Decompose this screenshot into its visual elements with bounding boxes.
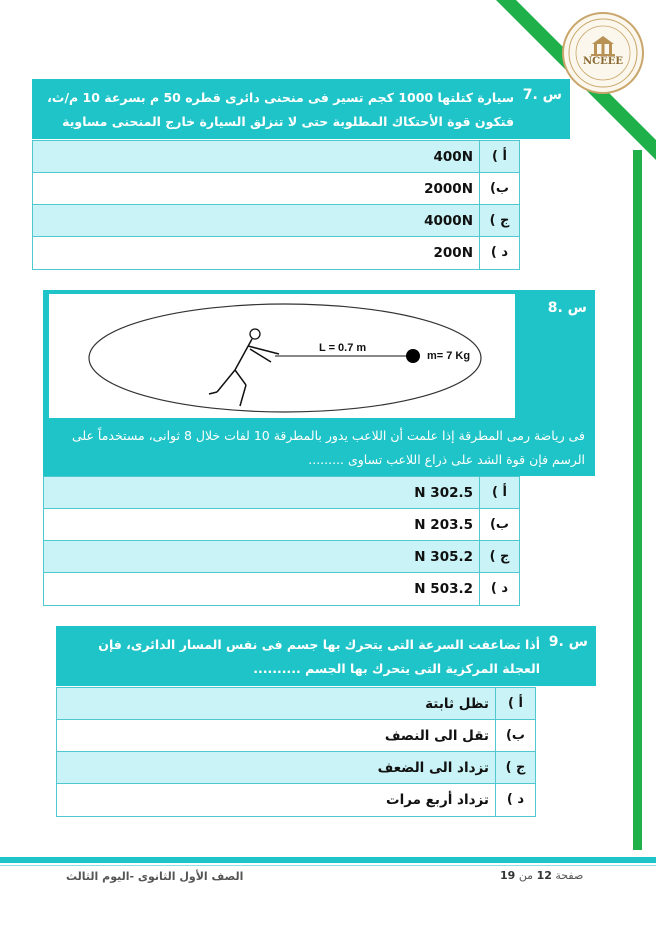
option-letter: ب) [495,720,535,751]
option-value: 400N [433,149,473,165]
q7-options [32,140,520,270]
option-value: تزداد الى الضعف [377,760,489,776]
q7-option-d[interactable] [33,237,519,269]
page-number: 12 [536,869,552,882]
q8-option-b[interactable] [44,509,519,541]
q9-option-c[interactable] [57,752,535,784]
option-value: تظل ثابتة [425,696,489,712]
of-word: من [518,869,534,882]
option-value: 4000N [424,213,473,229]
footer-thin-line [0,865,656,866]
page-total: 19 [500,869,516,882]
q7-header [32,79,570,139]
option-letter: أ ) [479,477,519,508]
q9-text: أذا تضاعفت السرعة التى يتحرك بها جسم فى نفس المسار الدائرى، فإن العجلة المركزية التى يتحرك بها الجسم .......... [98,637,540,676]
option-value: 2000N [424,181,473,197]
option-value: تزداد أربع مرات [386,792,489,808]
right-green-bar [633,150,642,850]
q8-option-c[interactable] [44,541,519,573]
footer-accent-line [0,857,656,863]
q7-text: سيارة كتلتها 1000 كجم تسير فى منحنى دائرى قطره 50 م بسرعة 10 م/ث، فتكون قوة الأحتكاك المطلوبة حتى لا تنزلق السيارة خارج المنحنى مساوية [47,90,514,129]
option-value: 503.2 N [414,581,473,597]
q8-number: س .8 [547,300,587,316]
option-value: 203.5 N [414,517,473,533]
option-letter: ج ) [479,205,519,236]
footer-grade-day: الصف الأول الثانوى -اليوم الثالث [66,870,244,883]
option-value: 302.5 N [414,485,473,501]
option-letter: د ) [495,784,535,816]
q9-header [56,626,596,686]
q8-option-d[interactable] [44,573,519,605]
option-letter: د ) [479,573,519,605]
q8-option-a[interactable] [44,477,519,509]
option-letter: ج ) [479,541,519,572]
option-letter: ب) [479,509,519,540]
option-letter: ب) [479,173,519,204]
page-word: صفحة [555,869,584,882]
q9-option-a[interactable] [57,688,535,720]
option-letter: أ ) [495,688,535,719]
option-letter: أ ) [479,141,519,172]
option-value: 200N [433,245,473,261]
option-value: تقل الى النصف [384,728,489,744]
option-letter: د ) [479,237,519,269]
mass-label: m= 7 Kg [427,350,471,362]
logo-text: NCEEE [583,56,623,67]
option-value: 305.2 N [414,549,473,565]
ncee-seal-icon [562,12,644,94]
option-letter: ج ) [495,752,535,783]
q9-option-b[interactable] [57,720,535,752]
q8-options [43,476,520,606]
length-label: L = 0.7 m [319,342,367,354]
q9-option-d[interactable] [57,784,535,816]
q7-option-b[interactable] [33,173,519,205]
q7-option-a[interactable] [33,141,519,173]
q9-options [56,687,536,817]
q8-text: فى رياضة رمى المطرقة إذا علمت أن اللاعب يدور بالمطرقة 10 لفات خلال 8 ثوانى، مستخدماً على الرسم فإن قوة الشد على ذراع اللاعب تساوى ......... [71,428,585,467]
q7-number: س .7 [522,87,562,103]
footer-page-counter [500,869,583,882]
q9-number: س .9 [548,634,588,650]
q7-option-c[interactable] [33,205,519,237]
hammer-throw-figure [49,294,515,418]
